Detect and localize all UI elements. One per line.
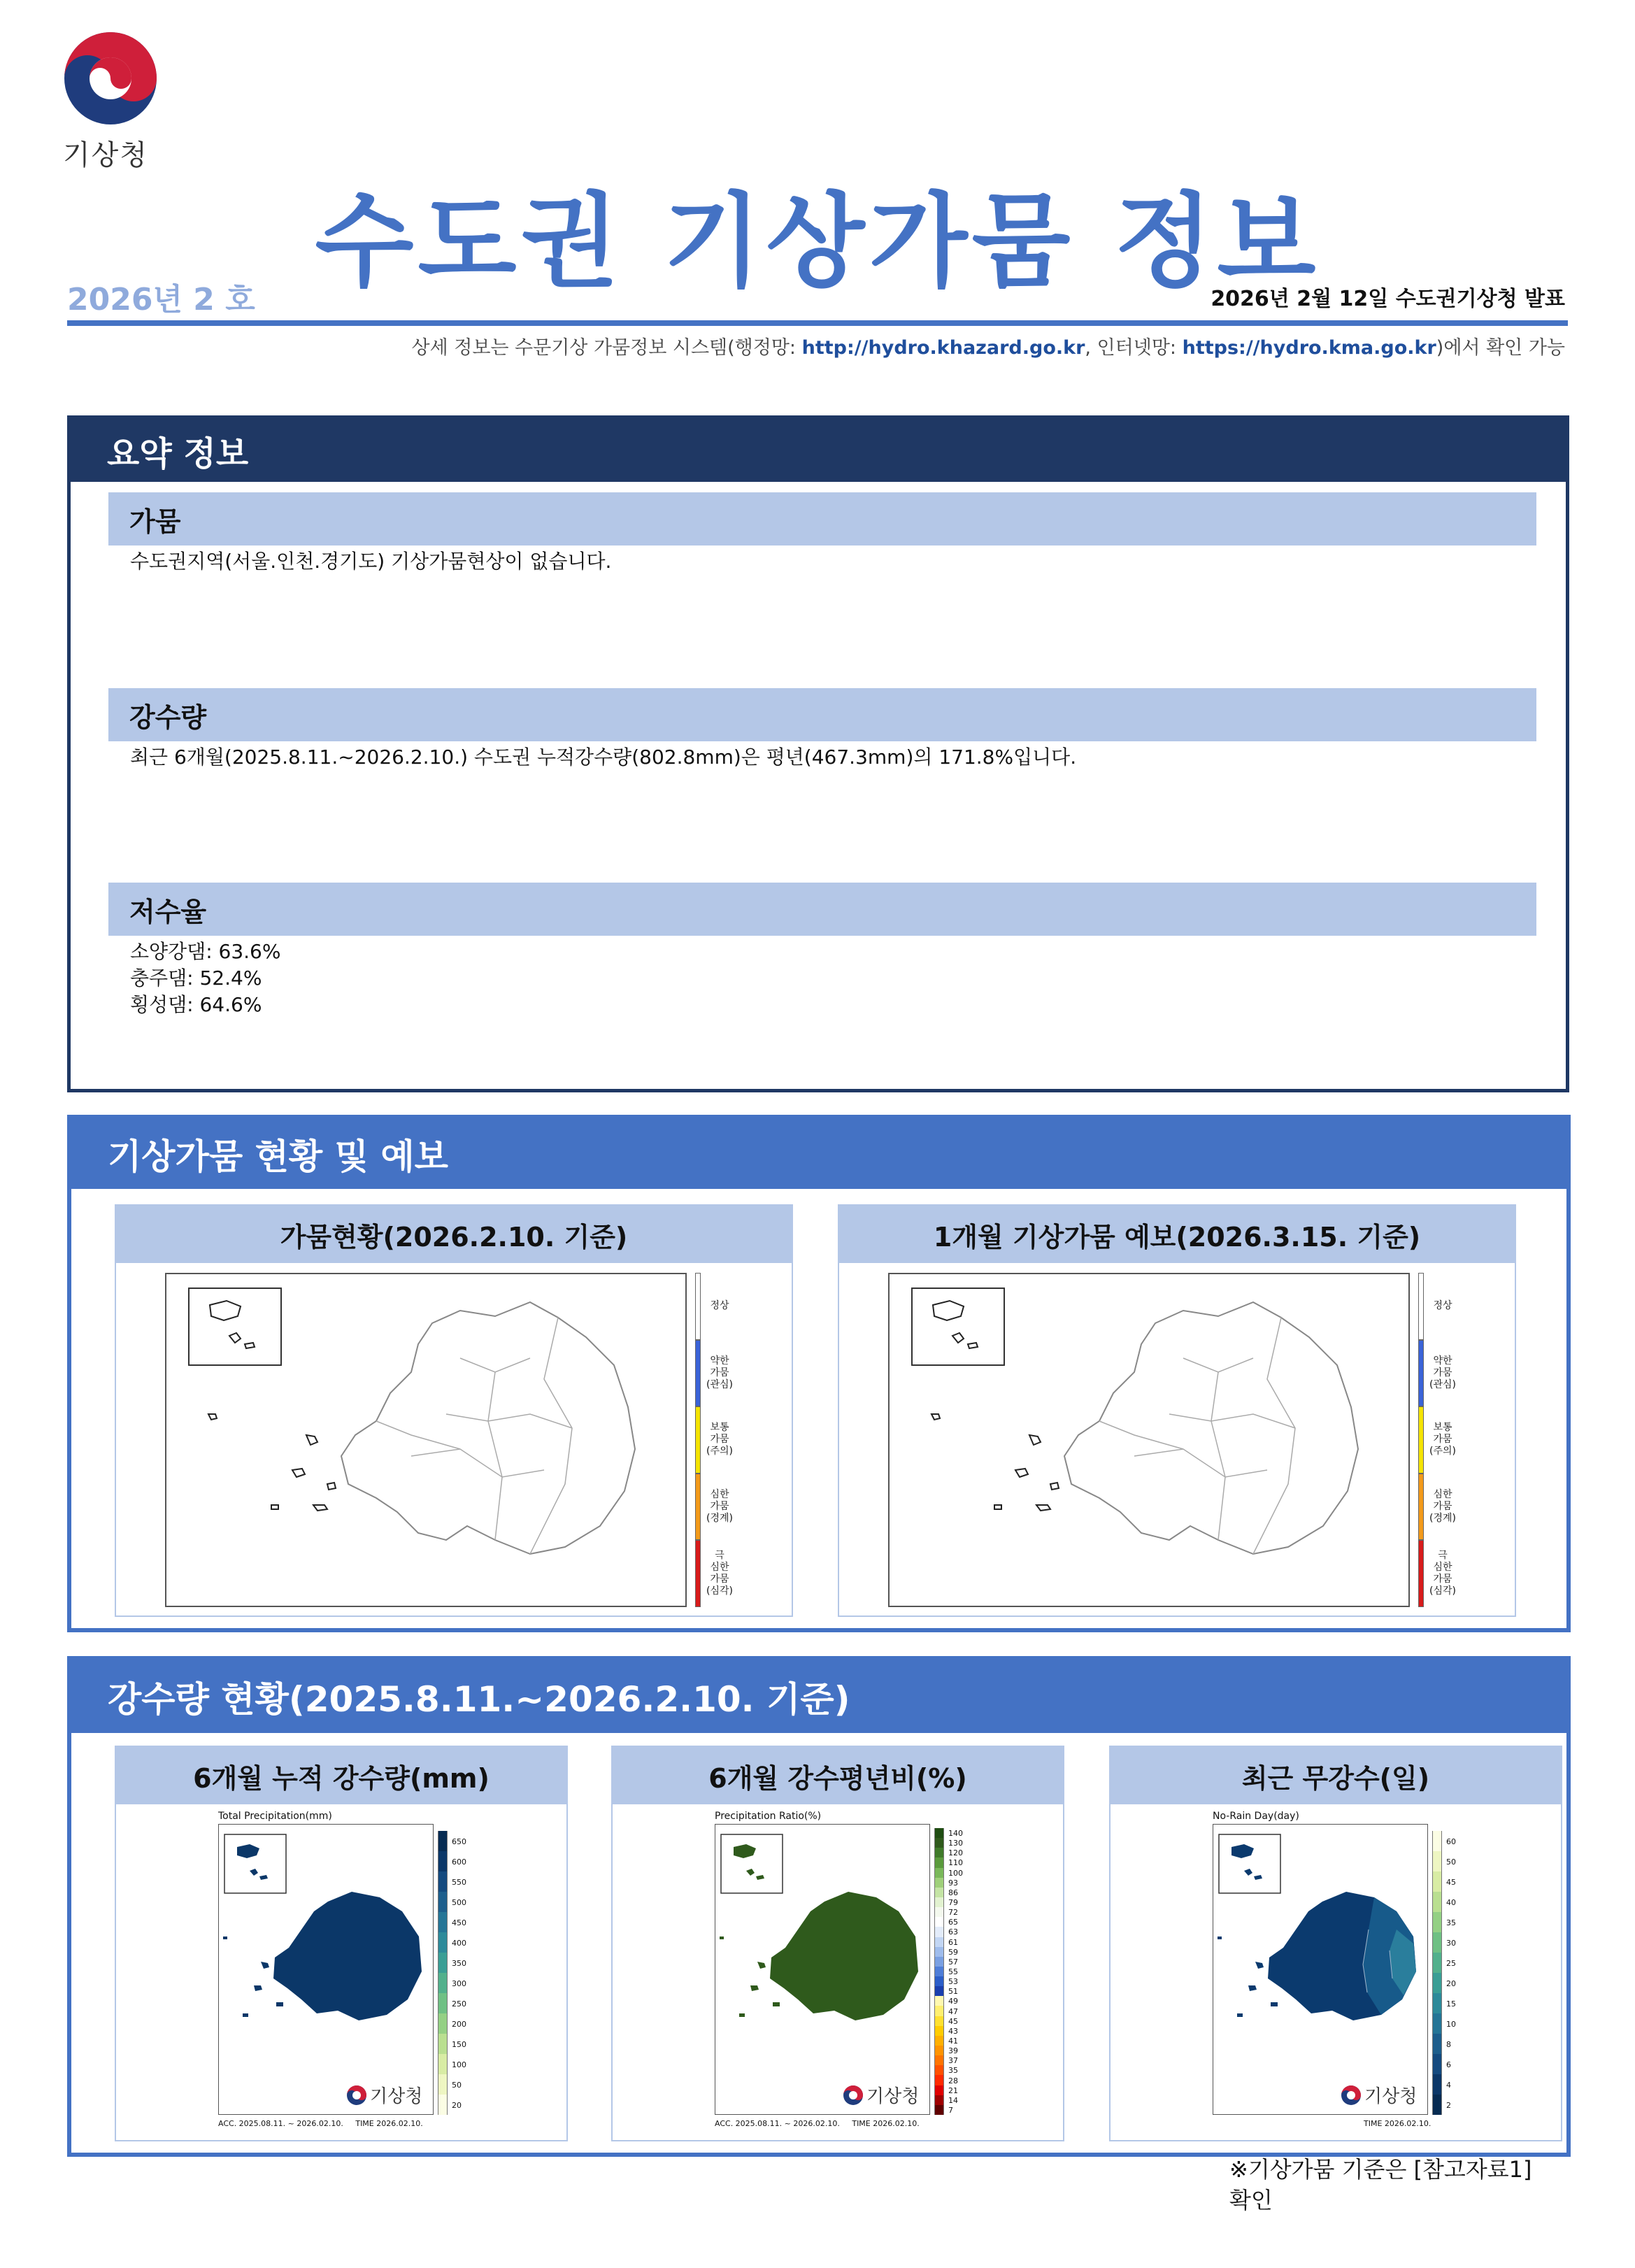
colorbar-swatch xyxy=(934,1917,944,1927)
colorbar-swatch xyxy=(934,2105,944,2115)
colorbar-swatch xyxy=(438,2054,448,2074)
colorbar-tick: 130 xyxy=(948,1839,963,1848)
footnote: ※기상가뭄 기준은 [참고자료1] 확인 xyxy=(1229,2156,1532,2213)
colorbar-tick: 57 xyxy=(948,1957,958,1967)
colorbar-tick: 140 xyxy=(948,1829,963,1839)
colorbar-tick: 20 xyxy=(452,2100,462,2110)
colorbar-tick: 7 xyxy=(948,2105,953,2115)
colorbar-swatch xyxy=(1432,2034,1442,2054)
colorbar-tick: 49 xyxy=(948,1997,958,2006)
colorbar-swatch xyxy=(1432,1851,1442,1871)
rain-status-heading: 강수량 현황(2025.8.11.~2026.2.10. 기준) xyxy=(71,1660,1566,1733)
reservoir-list xyxy=(130,939,280,1018)
detail-info: 상세 정보는 수문기상 가뭄정보 시스템(행정망: http://hydro.khazard.go.kr, 인터넷망: https://hydro.kma.go.kr)에서 확인 가능 xyxy=(411,337,1565,359)
legend-label: 극 심한 가뭄 (심각) xyxy=(1429,1550,1456,1597)
reservoir-subheading: 저수율 xyxy=(108,883,1536,936)
colorbar-tick: 63 xyxy=(948,1927,958,1937)
colorbar-swatch xyxy=(934,1848,944,1857)
legend-swatch xyxy=(1418,1406,1424,1474)
region-outline-map xyxy=(166,1274,685,1606)
legend-segment xyxy=(1418,1340,1460,1407)
legend-swatch xyxy=(1418,1273,1424,1340)
colorbar-tick: 41 xyxy=(948,2036,958,2046)
colorbar-swatch xyxy=(438,2074,448,2095)
norain-colorbar xyxy=(1432,1831,1471,2115)
summary-heading: 요약 정보 xyxy=(71,419,1566,482)
colorbar-tick: 50 xyxy=(452,2080,462,2090)
colorbar-swatch xyxy=(1432,1953,1442,1973)
drought-subheading: 가뭄 xyxy=(108,492,1536,545)
colorbar-tick: 200 xyxy=(452,2019,466,2029)
colorbar-tick: 100 xyxy=(452,2060,466,2069)
colorbar-tick: 250 xyxy=(452,1999,466,2009)
link-internal[interactable]: http://hydro.khazard.go.kr xyxy=(801,337,1085,359)
colorbar-tick: 60 xyxy=(1446,1836,1456,1846)
rain-ratio-label: Precipitation Ratio(%) xyxy=(715,1811,822,1822)
colorbar-swatch xyxy=(934,1927,944,1937)
colorbar-tick: 65 xyxy=(948,1918,958,1927)
colorbar-tick: 100 xyxy=(948,1868,963,1878)
colorbar-tick: 400 xyxy=(452,1938,466,1948)
colorbar-swatch xyxy=(1432,1993,1442,2013)
colorbar-swatch xyxy=(438,1993,448,2013)
colorbar-tick: 110 xyxy=(948,1858,963,1868)
legend-segment xyxy=(1418,1540,1460,1607)
rain-subheading: 강수량 xyxy=(108,688,1536,741)
page-title: 수도권 기상가뭄 정보 xyxy=(315,183,1320,301)
colorbar-swatch xyxy=(438,1973,448,1993)
colorbar-tick: 550 xyxy=(452,1877,466,1887)
colorbar-tick: 50 xyxy=(1446,1857,1456,1867)
colorbar-tick: 150 xyxy=(452,2039,466,2049)
legend-segment xyxy=(695,1540,737,1607)
colorbar-swatch xyxy=(934,1986,944,1996)
colorbar-swatch xyxy=(934,1996,944,2006)
rain-ratio-colorbar xyxy=(934,1828,973,2115)
colorbar-swatch xyxy=(1432,1973,1442,1993)
colorbar-swatch xyxy=(934,1967,944,1976)
map-logo: 기상청 xyxy=(843,2082,919,2108)
legend-label: 약한 가뭄 (관심) xyxy=(1429,1355,1456,1390)
colorbar-tick: 47 xyxy=(948,2006,958,2016)
drought-forecast-title: 1개월 기상가뭄 예보(2026.3.15. 기준) xyxy=(839,1206,1515,1263)
colorbar-tick: 30 xyxy=(1446,1938,1456,1948)
colorbar-tick: 28 xyxy=(948,2076,958,2085)
colorbar-tick: 500 xyxy=(452,1897,466,1907)
colorbar-swatch xyxy=(934,1857,944,1867)
legend-label: 심한 가뭄 (경계) xyxy=(1429,1489,1456,1525)
colorbar-swatch xyxy=(1432,2013,1442,2034)
colorbar-tick: 15 xyxy=(1446,1999,1456,2009)
colorbar-swatch xyxy=(934,1947,944,1957)
colorbar-swatch xyxy=(934,1878,944,1888)
reservoir-hoengseong: 횡성댐: 64.6% xyxy=(130,993,262,1016)
colorbar-swatch xyxy=(438,1831,448,1851)
norain-label: No-Rain Day(day) xyxy=(1213,1811,1299,1822)
region-outline-map xyxy=(890,1274,1408,1606)
colorbar-swatch xyxy=(934,1828,944,1838)
legend-segment xyxy=(1418,1406,1460,1474)
colorbar-swatch xyxy=(934,1897,944,1907)
legend-label: 정상 xyxy=(710,1300,729,1312)
legend-swatch xyxy=(695,1406,701,1474)
colorbar-tick: 450 xyxy=(452,1918,466,1927)
colorbar-tick: 93 xyxy=(948,1878,958,1888)
colorbar-swatch xyxy=(934,2026,944,2036)
colorbar-tick: 72 xyxy=(948,1908,958,1918)
legend-swatch xyxy=(1418,1540,1424,1607)
taegeuk-icon xyxy=(346,2085,367,2106)
colorbar-swatch xyxy=(934,2006,944,2016)
legend-segment xyxy=(695,1273,737,1340)
logo-text: 기상청 xyxy=(63,139,148,171)
rain-ratio-map xyxy=(715,1824,930,2115)
colorbar-tick: 21 xyxy=(948,2085,958,2095)
colorbar-swatch xyxy=(934,1907,944,1917)
legend-segment xyxy=(695,1474,737,1541)
colorbar-tick: 25 xyxy=(1446,1958,1456,1968)
map-logo: 기상청 xyxy=(346,2082,422,2108)
colorbar-swatch xyxy=(934,1888,944,1897)
legend-label: 보통 가뭄 (주의) xyxy=(1429,1422,1456,1457)
legend-label: 극 심한 가뭄 (심각) xyxy=(706,1550,733,1597)
legend-swatch xyxy=(1418,1474,1424,1541)
drought-text: 수도권지역(서울.인천.경기도) 기상가뭄현상이 없습니다. xyxy=(130,550,612,573)
rain-total-label: Total Precipitation(mm) xyxy=(218,1811,332,1822)
colorbar-tick: 35 xyxy=(948,2066,958,2076)
colorbar-swatch xyxy=(438,2095,448,2115)
rain-total-map xyxy=(218,1824,434,2115)
colorbar-tick: 4 xyxy=(1446,2080,1451,2090)
drought-forecast-map xyxy=(888,1273,1410,1607)
taegeuk-icon xyxy=(843,2085,864,2106)
colorbar-swatch xyxy=(438,2013,448,2034)
colorbar-swatch xyxy=(1432,2054,1442,2074)
rain-total-title: 6개월 누적 강수량(mm) xyxy=(116,1747,566,1804)
legend-label: 약한 가뭄 (관심) xyxy=(706,1355,733,1390)
colorbar-tick: 120 xyxy=(948,1848,963,1858)
taegeuk-icon xyxy=(62,29,159,127)
colorbar-tick: 10 xyxy=(1446,2019,1456,2029)
colorbar-tick: 61 xyxy=(948,1937,958,1947)
legend-swatch xyxy=(1418,1340,1424,1407)
colorbar-swatch xyxy=(934,2095,944,2105)
norain-map xyxy=(1213,1824,1428,2115)
colorbar-tick: 51 xyxy=(948,1987,958,1997)
colorbar-swatch xyxy=(934,2085,944,2095)
drought-legend xyxy=(695,1273,737,1607)
colorbar-tick: 14 xyxy=(948,2095,958,2105)
legend-label: 정상 xyxy=(1433,1300,1452,1312)
colorbar-swatch xyxy=(934,2065,944,2075)
legend-swatch xyxy=(695,1340,701,1407)
colorbar-swatch xyxy=(934,1868,944,1878)
map2-footer: ACC. 2025.08.11. ~ 2026.02.10. TIME 2026.02.10. xyxy=(715,2119,920,2128)
colorbar-tick: 40 xyxy=(1446,1897,1456,1907)
reservoir-chungju: 충주댐: 52.4% xyxy=(130,967,262,990)
colorbar-tick: 45 xyxy=(948,2016,958,2026)
colorbar-tick: 86 xyxy=(948,1888,958,1897)
reservoir-soyang: 소양강댐: 63.6% xyxy=(130,940,281,963)
rain-total-colorbar xyxy=(438,1831,477,2115)
colorbar-swatch xyxy=(934,2036,944,2046)
norain-title: 최근 무강수(일) xyxy=(1111,1747,1561,1804)
colorbar-tick: 55 xyxy=(948,1967,958,1976)
link-internet[interactable]: https://hydro.kma.go.kr xyxy=(1182,337,1436,359)
colorbar-tick: 20 xyxy=(1446,1978,1456,1988)
colorbar-swatch xyxy=(934,1957,944,1967)
legend-swatch xyxy=(695,1540,701,1607)
colorbar-swatch xyxy=(438,1932,448,1953)
colorbar-tick: 45 xyxy=(1446,1877,1456,1887)
drought-current-title: 가뭄현황(2026.2.10. 기준) xyxy=(116,1206,792,1263)
colorbar-swatch xyxy=(1432,2074,1442,2095)
colorbar-tick: 600 xyxy=(452,1857,466,1867)
legend-segment xyxy=(1418,1474,1460,1541)
colorbar-swatch xyxy=(438,2034,448,2054)
colorbar-tick: 79 xyxy=(948,1898,958,1908)
map-logo: 기상청 xyxy=(1341,2082,1417,2108)
drought-current-map xyxy=(165,1273,687,1607)
colorbar-tick: 2 xyxy=(1446,2100,1451,2110)
legend-label: 심한 가뭄 (경계) xyxy=(706,1489,733,1525)
colorbar-swatch xyxy=(438,1912,448,1932)
colorbar-swatch xyxy=(438,1871,448,1892)
colorbar-swatch xyxy=(438,1892,448,1912)
taegeuk-icon xyxy=(1341,2085,1362,2106)
publication-date: 2026년 2월 12일 수도권기상청 발표 xyxy=(1211,287,1565,311)
legend-swatch xyxy=(695,1273,701,1340)
colorbar-swatch xyxy=(1432,1871,1442,1892)
colorbar-swatch xyxy=(1432,1912,1442,1932)
issue-number: 2026년 2 호 xyxy=(67,282,255,318)
colorbar-tick: 8 xyxy=(1446,2039,1451,2049)
colorbar-tick: 300 xyxy=(452,1978,466,1988)
legend-segment xyxy=(1418,1273,1460,1340)
rain-ratio-title: 6개월 강수평년비(%) xyxy=(613,1747,1063,1804)
colorbar-tick: 6 xyxy=(1446,2060,1451,2069)
colorbar-swatch xyxy=(934,2055,944,2065)
colorbar-swatch xyxy=(1432,2095,1442,2115)
legend-label: 보통 가뭄 (주의) xyxy=(706,1422,733,1457)
colorbar-tick: 350 xyxy=(452,1958,466,1968)
drought-forecast-legend xyxy=(1418,1273,1460,1607)
colorbar-tick: 650 xyxy=(452,1836,466,1846)
rain-text: 최근 6개월(2025.8.11.~2026.2.10.) 수도권 누적강수량(802.8mm)은 평년(467.3mm)의 171.8%입니다. xyxy=(130,746,1077,769)
drought-status-heading: 기상가뭄 현황 및 예보 xyxy=(71,1119,1566,1189)
colorbar-swatch xyxy=(438,1953,448,1973)
colorbar-tick: 37 xyxy=(948,2056,958,2066)
colorbar-swatch xyxy=(934,2046,944,2055)
colorbar-swatch xyxy=(438,1851,448,1871)
colorbar-swatch xyxy=(1432,1892,1442,1912)
colorbar-swatch xyxy=(934,1838,944,1848)
colorbar-tick: 59 xyxy=(948,1947,958,1957)
colorbar-swatch xyxy=(1432,1932,1442,1953)
legend-segment xyxy=(695,1406,737,1474)
colorbar-swatch xyxy=(1432,1831,1442,1851)
legend-swatch xyxy=(695,1474,701,1541)
map1-footer: ACC. 2025.08.11. ~ 2026.02.10. TIME 2026.02.10. xyxy=(218,2119,423,2128)
header-divider xyxy=(67,320,1568,326)
colorbar-tick: 35 xyxy=(1446,1918,1456,1927)
map3-footer: TIME 2026.02.10. xyxy=(1364,2119,1431,2128)
colorbar-swatch xyxy=(934,1976,944,1986)
colorbar-swatch xyxy=(934,2016,944,2026)
colorbar-tick: 53 xyxy=(948,1977,958,1987)
colorbar-tick: 43 xyxy=(948,2026,958,2036)
colorbar-tick: 39 xyxy=(948,2046,958,2056)
legend-segment xyxy=(695,1340,737,1407)
colorbar-swatch xyxy=(934,2075,944,2085)
colorbar-swatch xyxy=(934,1937,944,1947)
